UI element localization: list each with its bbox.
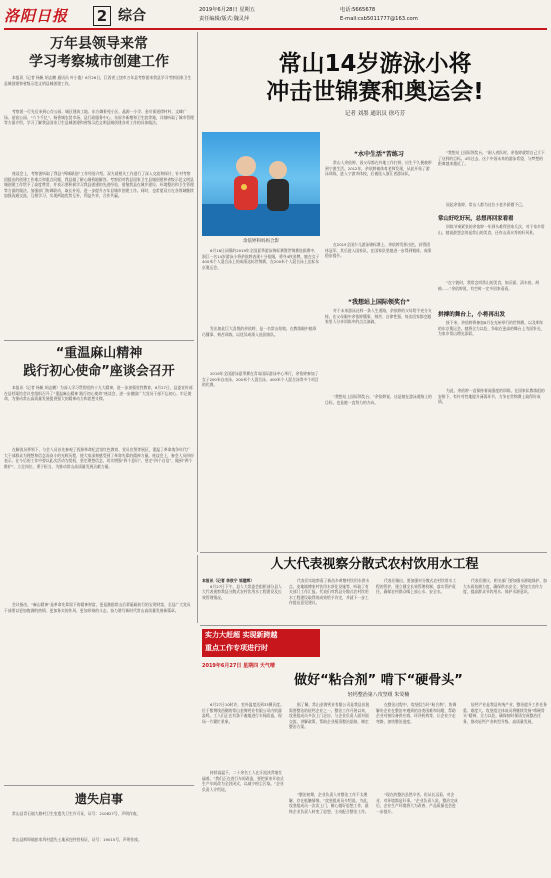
column-divider: [197, 555, 198, 623]
page-number: 2: [93, 6, 111, 26]
photo-caption: 余依婷和妈妈合影: [243, 239, 279, 244]
article-paragraph: 考察团一行先后来到心存公园、城区建筑工地、东方御景苑小区、晶源一小学、金川街道徐村村、文峰广场、星宿公园、“六个千亿”、杨香城农贸市场、县行政服务中心、东屏乡新塘和卫生院等地，详细听取了城市管理等方面介绍，学习了解我县国家卫生县城创建和省级示范文明县城创建各项工作的具体做法。: [4, 109, 194, 126]
story-subhead: 常山好吃好玩，总想再回家看看: [438, 216, 514, 222]
article-title: 万年县领导来常: [50, 36, 148, 52]
bottom-col2: [289, 702, 371, 872]
bottom-article-title: 做好“粘合剂” 啃下“硬骨头”: [294, 673, 463, 688]
header-rule: [4, 28, 547, 30]
article-wannian: [4, 36, 194, 306]
story-subhead: “我想站上国际领奖台”: [348, 299, 410, 306]
headline: [205, 50, 545, 119]
article-title: “重温麻山精神: [55, 346, 143, 361]
article-divider: [200, 625, 547, 626]
notice-title: 遗失启事: [74, 792, 123, 806]
story-paragraph: 在2015全国少儿游泳锦标赛上，余依婷发挥出色，获得团体冠军，其后进入国家队，在国家队里她进一步得到锻炼，成绩稳步提升。: [325, 242, 432, 259]
story-paragraph: 常山人余依婷，因父母都在外地工作打拼，出生不久便被带到宁波生活。2012年，余依婷被体育老师发现，从此开始了游泳训练，进入宁波市体校，后被选入浙江省游泳队。: [325, 160, 432, 177]
story-col3: [438, 150, 546, 456]
banner-text-1: 实力大赶超: [205, 631, 240, 639]
column-divider: [197, 32, 198, 552]
section-title: 综合: [118, 8, 146, 24]
article-lead: 本报讯（记者 杨帆 胡志鹏 通讯员 叶小俊）6月26日，江西省上饶市万年县考察团来我县学习考察国家卫生县城创建和省级示范文明县城创建工作。: [4, 75, 192, 86]
story-paragraph: “我想站上国际领奖台。”刚入省队时，余依婷就给自己立下了这样的目标。4年过去，这个中国未来的游泳希望，与梦想的距离越来越近了。: [438, 150, 545, 167]
story-paragraph: 接下来，余依婷将参加8月在光州举行的世锦赛，以及明年的东京奥运会。她将全力以赴，争取在更高的舞台上为国争光，为家乡常山增光添彩。: [438, 320, 545, 337]
story-paragraph: “在宁波时，我常念叨常山的美食，如贡面、清水鱼、胡柚……”余依婷说，有空时一定多回家看看。: [438, 280, 540, 291]
article-mashan: [4, 345, 194, 772]
weather-date: 2019年6月27日 星期四 天气晴: [202, 663, 275, 669]
bottom-paragraph: 据了解，常山金海钙业有限公司是我县首批需要整治的轻钙企业之一。整治工作开展以来，攻坚组成员多次上门走访，与企业负责人面对面交流，讲解政策，帮助企业厘清整治思路，制定整治方案。: [289, 702, 370, 730]
water-col2: [289, 578, 371, 622]
banner-text-3: 重点工作专项进行时: [205, 644, 268, 652]
bottom-paragraph: “现在的整治虽然辛苦，但从长远看，对企业、对环境都是好事。”企业负责人说，整治完成后，企业生产环境将大为改善，产品质量也会进一步提升。: [376, 792, 458, 814]
water-article-title: 人大代表视察分散式农村饮用水工程: [270, 557, 479, 572]
story-subhead: 拼搏的舞台上，小将再出发: [438, 312, 506, 318]
water-col3: [376, 578, 458, 622]
article-paragraph: 在解说员带领下，与会人员首先参观了西源革命纪念馆红色教育、党员宣誓等展区，重温了革命战争年代广大干部群众为理想和信念而奋斗的光辉历程，使大家深刻感受到了革命先辈的精神力量。座谈会上，参会人员纷纷表示，在今后的工作中要以此次活动为契机，坚定理想信念，切实增强“四个意识”，坚定“四个自信”，做到“两个维护”，立足岗位，勇于担当，为推动常山高质量发展贡献力量。: [4, 447, 194, 469]
article-subtitle: 学习考察城市创建工作: [29, 54, 169, 70]
article-paragraph: 会议指出，“麻山精神”是革命先辈留下的精神财富，更是激励常山后辈砥砺前行的宝贵财富，全县广大党员干部要以更加饱满的热情、更加务实的作风、更加昂扬的斗志，奋力谱写新时代常山高质量发展新篇章。: [4, 602, 191, 613]
campaign-banner: [202, 629, 320, 657]
notice-item: 常山县青石镇大路村卫生室遗失卫生许可证，证号：210827号，声明作废。: [12, 811, 141, 816]
water-col4: [463, 578, 547, 622]
bottom-paragraph: 轻钙产业是我县传统产业，整治提升工作任务重、难度大。攻坚组全体成员将继续发扬“啃硬骨头”精神，全力以赴，确保按时保质完成整治任务，推动轻钙产业转型升级、高质量发展。: [463, 702, 547, 724]
newspaper-logo: 洛阳日报: [4, 7, 69, 25]
article-lead: 本报讯（记者 杨帆 胡志鹏）为深入学习贯彻党的十九大精神，进一步加强党性教育，6月27日，县委宣传部在县档案馆会议室组织召开了“重温麻山精神 践行初心使命”座谈会，进一步激励广大党员干部不忘初心、牢记使命，为推动常山高质量发展提供强大的精神动力和思想支撑。: [4, 385, 193, 402]
story-paragraph: 6月16日闭幕的2019年全国夏季游泳锦标赛暨世锦赛选拔赛中，浙江一名14岁游泳小将余依婷表现十分抢眼，勇夺4枚金牌，她在女子400米个人混合泳上的成绩达标世锦赛，在200米个人混合泳上达标东京奥运会。: [202, 248, 320, 270]
water-paragraph: 代表们实地察看了新昌乡黄塘村饮用水供水点、安地镇傅家村饮用水净化设施等，听取了有关部门工作汇报。代表们对我县分散式农村饮用水工程建设取得的成效给予肯定，并就下一步工作提出意见建议。: [289, 578, 370, 606]
editor-credit: 责任编辑/版式:魏灵萍: [199, 16, 250, 22]
banner-text-2: 实现新跨越: [242, 631, 278, 639]
water-paragraph: 代表们指出，要加强对分散式农村饮用水工程的管护，建立健全长效管理机制，落实管护责任，确保农村群众喝上放心水、安全水。: [376, 578, 457, 595]
bottom-byline: 轻钙整治第八攻坚组 朱荧楠: [347, 692, 410, 698]
story-paragraph: 对于未来游泳这样一条人生道路，余依婷的父母给予充分支持。在父母眼中余依婷懂事、刻苦、自律性强，每次回家都会跟家里人分享训练中的点点滴滴。: [325, 308, 432, 325]
story-paragraph: 训练节奏紧张的余依婷一年到头难得回家几次，对于家乡常山，她说最想念的是常山的美食，还有山清水秀的好风景。: [438, 224, 545, 235]
bottom-paragraph: 在整治过程中，攻坚组当好“粘合剂”，协调解决企业在整治中遇到的各类困难和问题，帮助企业对接设备供应商、环评机构等，让企业少走弯路，加快整治进度。: [376, 702, 457, 724]
article-divider: [4, 340, 194, 341]
bottom-paragraph: 6月27日10时许，室外温度达到33摄氏度。位于紫荆线西侧的常山金海钙业有限公司内机器轰鸣，工人们正在有条不紊地进行车间改造，现场一片繁忙景象。: [202, 702, 284, 724]
article-divider: [200, 552, 547, 553]
swimmer-photo-icon: [202, 132, 320, 236]
banner-line1: [202, 629, 320, 642]
story-byline: 记者 刘墨 通讯员 徐巧芳: [344, 111, 406, 117]
notice-item: 常山县辉埠镇彭家坞村遗失土地承包经营权证，证号：19015号，声明作废。: [12, 837, 142, 842]
water-byline: 本报讯（记者 李欣宁 邹建辉）: [202, 578, 255, 583]
article-paragraph: 座谈会上，考察团听取了我县“两城联创”工作经验介绍，双方就相关工作进行了深入交流和探讨，针对考察团提出的创建工作难点和重点问题，我县做了耐心细致地解答。考察团对我县国家卫生县城创建和省级示范文明县城创建工作给予了高度赞誉，并表示要积极学习我县创建的先进经验，借鉴我县在城乡建设、环境整治和卫生管理等方面的做法，加强部门协调联动，取长补短，进一步提升万年县城市创建工作。同时，也希望双方在各领域继续加强沟通交流，互相学习，实现两地优势互补，利益共享，合作共赢。: [4, 171, 194, 199]
story-paragraph: 为此，余依婷一直保持着高强度的训练，在国家队教练组的安排下，有针对性地提升薄弱环节，力争在世锦赛上取得好成绩。: [438, 388, 545, 405]
header-meta: [199, 6, 255, 24]
notice-lost: [4, 790, 194, 859]
news-photo: [202, 132, 320, 236]
story-col1: [202, 248, 320, 511]
bottom-paragraph: “整治初期，企业负责人对整治工作不太理解，存在抵触情绪。”攻坚组成员介绍说。为此，攻坚组成员一次次上门，耐心做好思想工作，最终企业负责人转变了思想，主动配合整治工作。: [289, 792, 371, 814]
story-paragraph: “我想站上国际领奖台。”余依婷说，这是她在游泳道路上的目标，也是她一直努力的方向。: [325, 394, 432, 405]
header-contact: [340, 6, 418, 24]
bottom-paragraph: 持续高温下，二十余名工人在汗流浃背地忙碌着。“我们正在进行车间改造，要把原来开放式生产车间改为全封闭式，以减少粉尘污染。”企业负责人介绍说。: [202, 770, 284, 792]
headline-line1: 常山14岁游泳小将: [278, 51, 472, 77]
phone: 电话:5665678: [340, 7, 376, 13]
article-subtitle: 践行初心使命”座谈会召开: [23, 364, 175, 379]
water-paragraph: 6月27日下午，县人大常委会组织部分县人大代表视察我县分散式农村饮用水工程建设及长效管理情况。: [202, 583, 282, 600]
bottom-col1: [202, 702, 284, 870]
article-divider: [4, 785, 194, 786]
bottom-col4: [463, 702, 547, 872]
water-paragraph: 代表们建议，相关部门要加强水源地保护，加大水质检测力度，确保供水安全；要加大宣传力度，提高群众节约用水、保护水源意识。: [463, 578, 547, 595]
story-subhead: “水中生活”苦练习: [354, 151, 404, 158]
headline-line2: 冲击世锦赛和奥运会!: [266, 79, 484, 105]
bottom-col3: [376, 702, 458, 872]
story-paragraph: 发出如此巨大喜悦的余依婷，是一名常山姑娘。在教练眼中她乖巧懂事、刻苦训练，以优异成绩入选国家队。: [202, 326, 317, 337]
email: E-mail:csb5011777@163.com: [340, 16, 418, 22]
water-col1: [202, 578, 284, 622]
issue-date: 2019年6月28日 星期五: [199, 7, 255, 13]
story-paragraph: 2019年全国游泳夏季赛在青岛国际游泳中心举行，余依婷参加了女子200米自由泳、200米个人混合泳、400米个人混合泳等多个项目的比赛。: [202, 371, 319, 388]
story-paragraph: 说起余依婷，常山人都为这位小老乡骄傲不已。: [446, 202, 526, 207]
story-col2: [325, 150, 433, 478]
